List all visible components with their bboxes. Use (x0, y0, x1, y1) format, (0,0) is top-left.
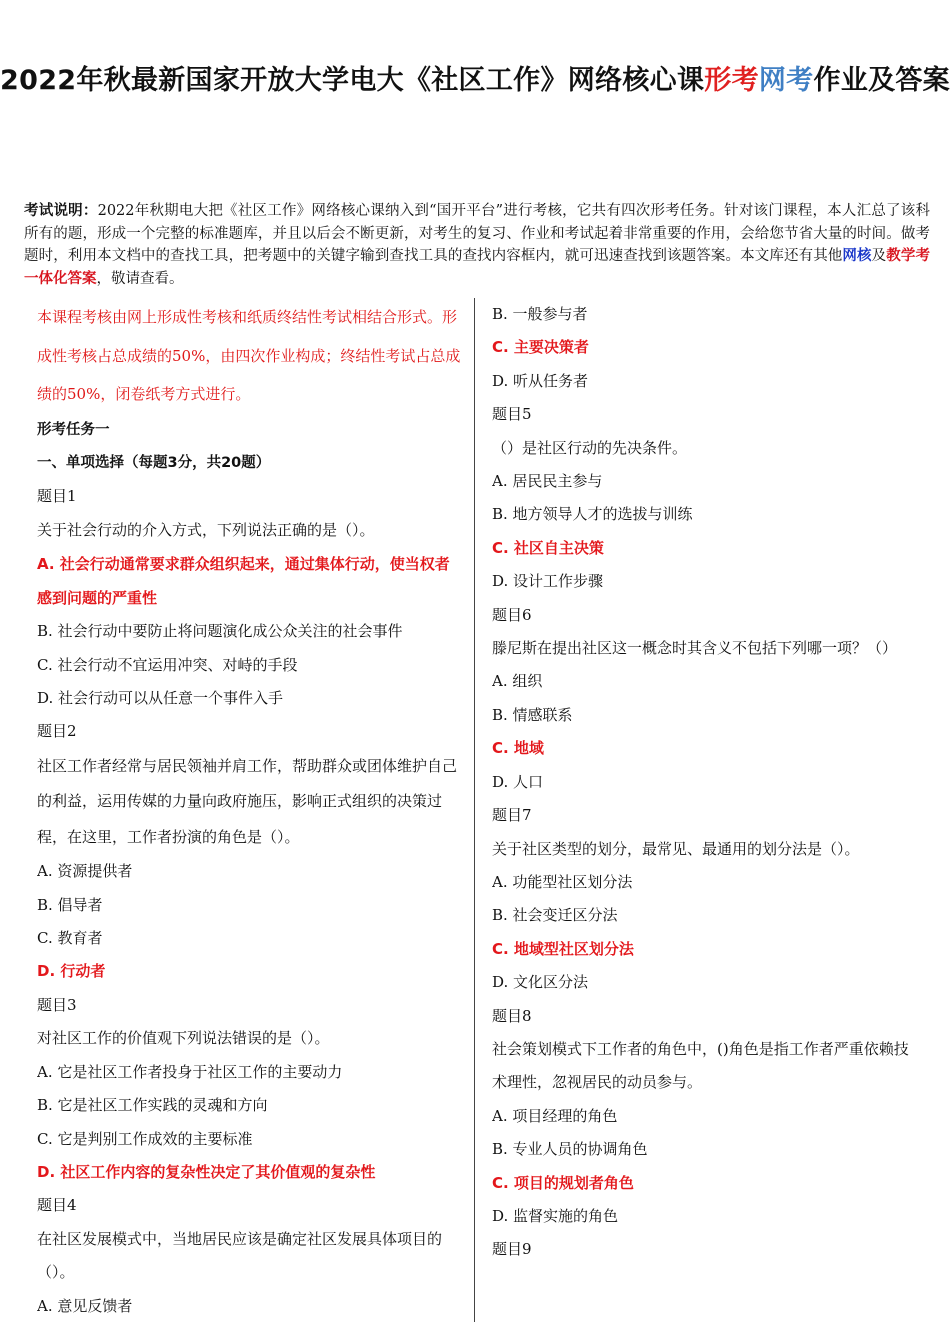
link-integrated-answers[interactable]: 教学考一体化答案 (24, 247, 931, 287)
correct-answer: A. 社会行动通常要求群众组织起来，通过集体行动，使当权者感到问题的严重性 (37, 555, 450, 608)
correct-answer: C. 项目的规划者角色 (492, 1173, 634, 1192)
left-column (37, 298, 462, 1323)
instructions-tail: ，敬请查看。 (96, 270, 184, 287)
answer-option: D. 社会行动可以从任意一个事件入手 (37, 688, 284, 707)
correct-answer: C. 地域 (492, 739, 544, 758)
correct-answer: D. 行动者 (37, 962, 106, 981)
answer-option: B. 专业人员的协调角色 (492, 1140, 648, 1159)
question-stem: （）是社区行动的先决条件。 (492, 438, 688, 457)
answer-option: B. 情感联系 (492, 705, 573, 724)
answer-option: D. 监督实施的角色 (492, 1206, 619, 1225)
answer-option: C. 它是判别工作成效的主要标准 (37, 1129, 253, 1148)
question-label: 题目2 (37, 722, 77, 741)
question-stem: 社区工作者经常与居民领袖并肩工作，帮助群众或团体维护自己的利益，运用传媒的力量向政府施压，影响正式组织的决策过程，在这里，工作者扮演的角色是（）。 (37, 756, 458, 846)
question-label: 题目8 (492, 1006, 532, 1025)
answer-option: C. 教育者 (37, 929, 103, 948)
answer-option: B. 地方领导人才的选拔与训练 (492, 505, 693, 524)
question-label: 题目9 (492, 1240, 532, 1259)
answer-option: D. 人口 (492, 772, 544, 791)
answer-option: D. 听从任务者 (492, 371, 589, 390)
answer-option: B. 社会行动中要防止将问题演化成公众关注的社会事件 (37, 622, 403, 641)
correct-answer: C. 主要决策者 (492, 338, 589, 357)
question-stem: 对社区工作的价值观下列说法错误的是（）。 (37, 1029, 330, 1048)
exam-instructions (24, 200, 930, 290)
answer-option: A. 居民民主参与 (492, 472, 603, 491)
course-assessment-notice: 本课程考核由网上形成性考核和纸质终结性考试相结合形式。形成性考核占总成绩的50%，由四次作业构成；终结性考试占总成绩的50%，闭卷纸考方式进行。 (37, 308, 461, 403)
answer-option: A. 它是社区工作者投身于社区工作的主要动力 (37, 1062, 343, 1081)
task-heading: 形考任务一 (37, 421, 110, 438)
section-heading: 一、单项选择（每题3分，共20题） (37, 454, 271, 471)
document-title (0, 52, 950, 110)
answer-option: A. 功能型社区划分法 (492, 872, 633, 891)
title-blue-word: 网考 (758, 65, 814, 96)
link-wanghe[interactable]: 网核 (842, 247, 872, 264)
answer-option: A. 意见反馈者 (37, 1296, 133, 1315)
answer-option: A. 项目经理的角色 (492, 1106, 618, 1125)
question-stem: 社会策划模式下工作者的角色中，()角色是指工作者严重依赖技术理性，忽视居民的动员参与。 (492, 1039, 909, 1092)
question-label: 题目5 (492, 405, 532, 424)
question-stem: 滕尼斯在提出社区这一概念时其含义不包括下列哪一项？（） (492, 639, 898, 658)
question-label: 题目6 (492, 605, 532, 624)
correct-answer: D. 社区工作内容的复杂性决定了其价值观的复杂性 (37, 1162, 376, 1181)
answer-option: A. 组织 (492, 672, 543, 691)
answer-option: B. 社会变迁区分法 (492, 906, 618, 925)
question-stem: 关于社会行动的介入方式，下列说法正确的是（）。 (37, 520, 375, 539)
answer-option: B. 倡导者 (37, 895, 103, 914)
column-divider (474, 298, 475, 1322)
title-red-word: 形考 (704, 65, 759, 96)
question-label: 题目3 (37, 995, 77, 1014)
answer-option: C. 社会行动不宜运用冲突、对峙的手段 (37, 655, 298, 674)
correct-answer: C. 社区自主决策 (492, 538, 604, 557)
correct-answer: C. 地域型社区划分法 (492, 939, 634, 958)
instructions-label: 考试说明： (24, 202, 98, 219)
title-text: 2022年秋最新国家开放大学电大《社区工作》网络核心课 (0, 65, 705, 96)
instructions-text: 2022年秋期电大把《社区工作》网络核心课纳入到“国开平台”进行考核，它共有四次形考任务。针对该门课程，本人汇总了该科所有的题，形成一个完整的标准题库，并且以后会不断更新，对考生的复习、作业和考试起着非常重要的作用，会给您节省大量的时间。做考题时，利用本文档中的查找工具，把考题中的关键字输到查找工具的查找内容框内，就可迅速查找到该题答案。本文库还有其他 (24, 203, 930, 264)
answer-option: D. 设计工作步骤 (492, 572, 604, 591)
answer-option: B. 一般参与者 (492, 305, 588, 323)
answer-option: D. 文化区分法 (492, 973, 589, 992)
question-stem: 在社区发展模式中，当地居民应该是确定社区发展具体项目的（）。 (37, 1229, 443, 1282)
question-stem: 关于社区类型的划分，最常见、最通用的划分法是（）。 (492, 839, 860, 858)
answer-option: A. 资源提供者 (37, 862, 133, 881)
right-column (492, 298, 917, 1267)
question-label: 题目1 (37, 487, 77, 506)
question-label: 题目4 (37, 1196, 77, 1215)
title-tail: 作业及答案 (813, 65, 950, 96)
instructions-joiner: 及 (871, 248, 887, 264)
answer-option: B. 它是社区工作实践的灵魂和方向 (37, 1096, 268, 1115)
question-label: 题目7 (492, 806, 532, 825)
